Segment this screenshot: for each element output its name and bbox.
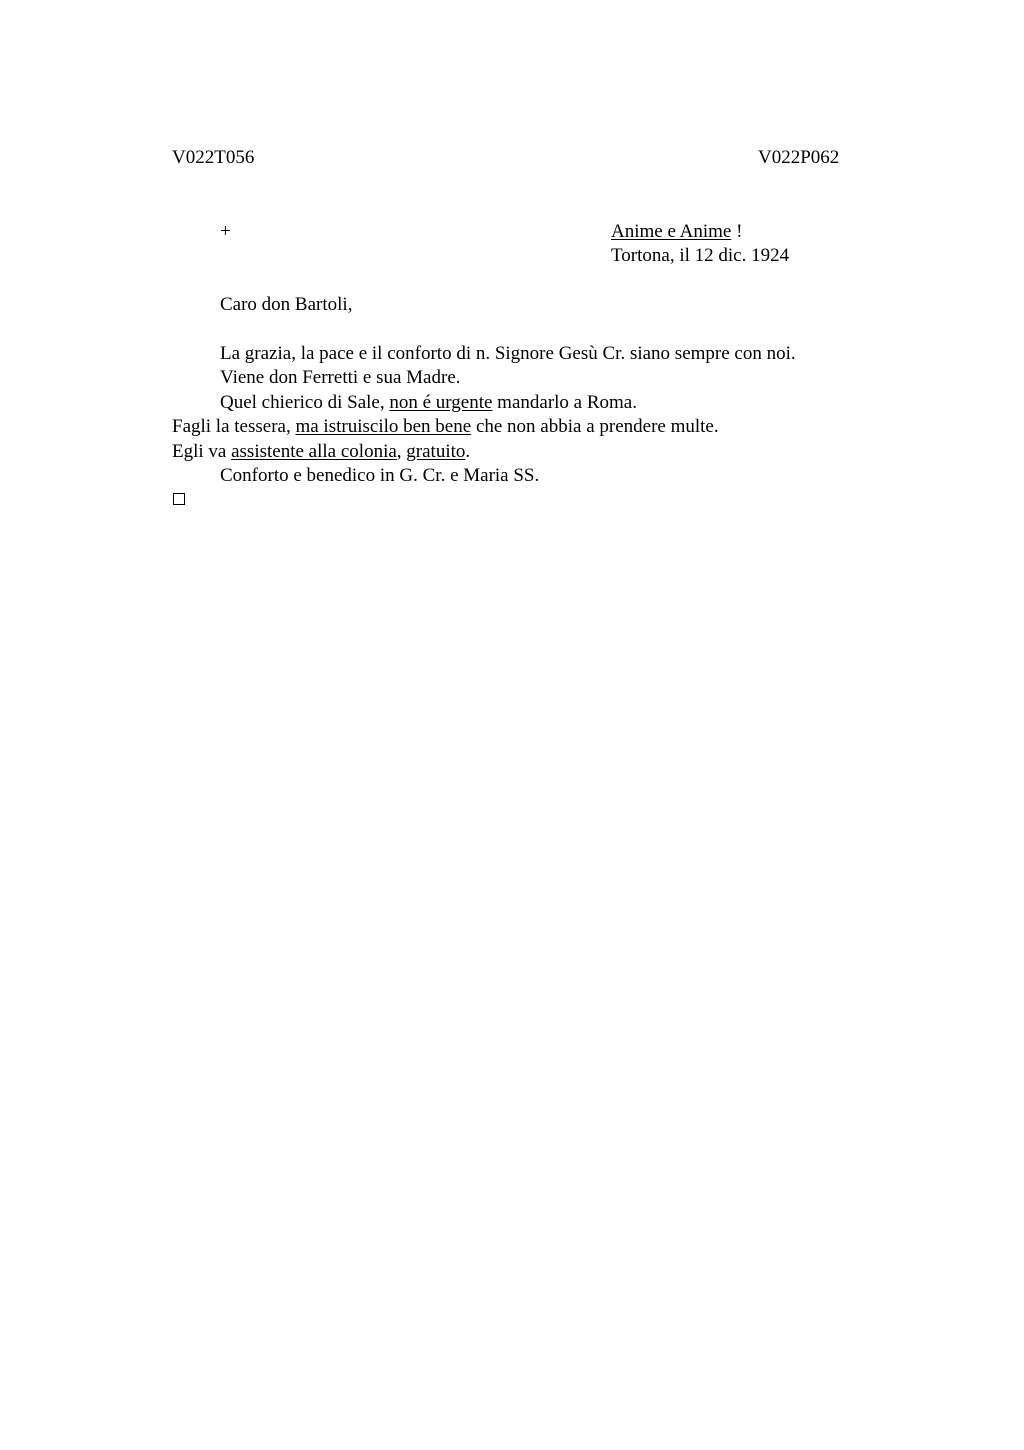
motto-line <box>611 220 742 244</box>
document-code-left: V022T056 <box>172 147 255 168</box>
body-line-2: Viene don Ferretti e sua Madre. <box>220 367 461 388</box>
body-line-5-underlined-1: assistente alla colonia <box>231 441 397 462</box>
closing-line: Conforto e benedico in G. Cr. e Maria SS. <box>220 465 540 486</box>
body-line-4 <box>172 415 719 439</box>
body-line-1: La grazia, la pace e il conforto di n. Signore Gesù Cr. siano sempre con noi. <box>220 343 796 364</box>
body-line-4-underlined: ma istruiscilo ben bene <box>295 416 472 437</box>
body-line-5-underlined-2: gratuito <box>406 441 466 462</box>
cross-symbol: + <box>220 221 231 242</box>
motto: Anime e Anime <box>611 221 732 242</box>
place-date: Tortona, il 12 dic. 1924 <box>611 245 790 266</box>
body-line-5-end: . <box>465 441 471 462</box>
body-line-5 <box>172 440 470 464</box>
end-marker-box <box>173 493 185 505</box>
document-code-right: V022P062 <box>758 147 840 168</box>
motto-suffix: ! <box>731 221 743 242</box>
salutation: Caro don Bartoli, <box>220 294 353 315</box>
body-line-3 <box>220 391 637 415</box>
body-line-5-separator: , <box>396 441 407 462</box>
body-line-4-start: Fagli la tessera, <box>172 416 296 437</box>
body-line-3-start: Quel chierico di Sale, <box>220 392 390 413</box>
body-line-5-start: Egli va <box>172 441 232 462</box>
body-line-4-end: che non abbia a prendere multe. <box>471 416 719 437</box>
body-line-3-end: mandarlo a Roma. <box>492 392 637 413</box>
body-line-3-underlined: non é urgente <box>389 392 493 413</box>
